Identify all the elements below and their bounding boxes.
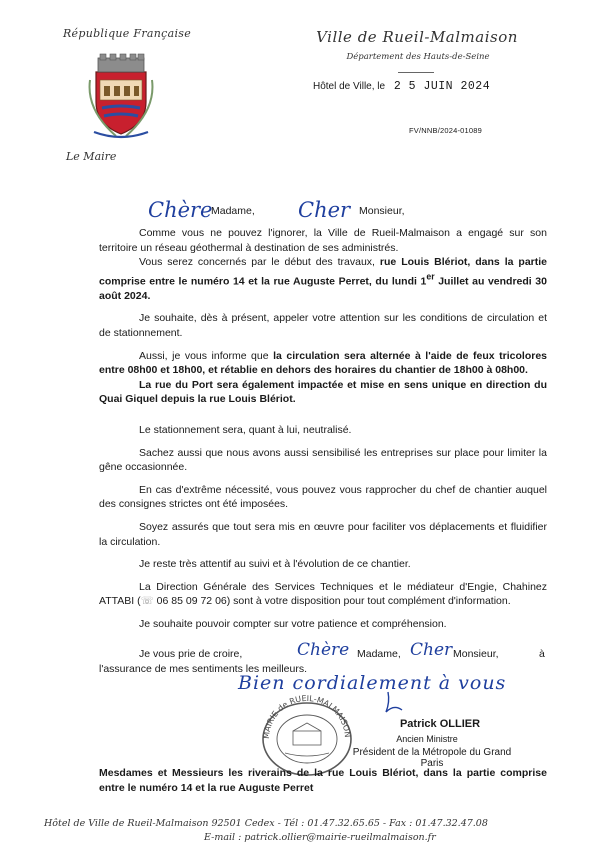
works-dates-text: Juillet au vendredi 30 août 2024. xyxy=(99,275,547,302)
closing-text-start: Je vous prie de croire, xyxy=(139,648,243,660)
signatory-role-former-minister: Ancien Ministre xyxy=(396,734,458,744)
paragraph-attention: Je souhaite, dès à présent, appeler votre attention sur les conditions de circulation et de stationnement. xyxy=(99,312,547,340)
closing-formula xyxy=(99,640,547,675)
footer-email: E-mail : patrick.ollier@mairie-rueilmalmaison.fr xyxy=(204,832,436,843)
handwritten-cher-closing: Cher xyxy=(410,640,453,660)
letterhead-footer xyxy=(40,817,580,845)
salutation-madame: Madame, xyxy=(211,205,255,217)
handwritten-signature xyxy=(380,688,440,718)
paragraph-followup: Je reste très attentif au suivi et à l'évolution de ce chantier. xyxy=(139,558,411,571)
paragraph-works-dates xyxy=(99,255,547,303)
contact-intro-text: La Direction Générale des Services Techniques et le médiateur d'Engie, Chahinez ATTABI ( xyxy=(99,580,547,608)
works-intro-text: Vous serez concernés par le début des travaux, xyxy=(139,256,380,269)
handwritten-chere: Chère xyxy=(148,198,213,222)
recipients-line: Mesdames et Messieurs les riverains de la rue Louis Blériot, dans la partie comprise entre le numéro 14 et la rue Auguste Perret xyxy=(99,767,547,794)
paragraph-companies: Sachez aussi que nous avons aussi sensibilisé les entreprises sur place pour limiter la gêne occasionnée. xyxy=(99,446,547,474)
handwritten-closing: Bien cordialement à vous xyxy=(238,672,507,694)
closing-madame: Madame, xyxy=(357,648,401,660)
salutation-monsieur: Monsieur, xyxy=(359,205,405,217)
paragraph-contact xyxy=(99,580,547,609)
le-maire-title: Le Maire xyxy=(66,150,117,163)
salutation-line xyxy=(148,198,428,222)
place-and-date xyxy=(313,80,490,93)
paragraph-site-manager: En cas d'extrême nécessité, vous pouvez vous rapprocher du chef de chantier auquel des consignes strictes ont été imposées. xyxy=(99,483,547,511)
paragraph-parking: Le stationnement sera, quant à lui, neutralisé. xyxy=(139,424,352,437)
city-name-heading: Ville de Rueil-Malmaison xyxy=(316,28,518,46)
handwritten-cher: Cher xyxy=(298,198,351,222)
works-ordinal-suffix: er xyxy=(426,271,435,282)
city-coat-of-arms-icon xyxy=(86,50,156,140)
paragraph-traffic xyxy=(99,349,547,378)
handwritten-chere-closing: Chère xyxy=(297,640,350,660)
closing-a: à xyxy=(539,648,545,660)
letter-body xyxy=(99,226,547,632)
traffic-details-text: la circulation sera alternée à l'aide de feux tricolores entre 08h00 et 18h00, et rétablie en dehors des horaires du chantier de 18h00 à 08h00. xyxy=(99,349,547,377)
seal-text: MAIRIE de RUEIL-MALMAISON xyxy=(261,693,353,740)
republique-francaise-heading: République Française xyxy=(62,27,192,40)
traffic-intro-text: Aussi, je vous informe que xyxy=(139,349,274,362)
header-divider xyxy=(398,72,434,73)
works-location-text: rue Louis Blériot, dans la partie comprise entre le numéro 14 et la rue Auguste Perret, du lundi 1 xyxy=(99,256,547,288)
paragraph-assurance: Soyez assurés que tout sera mis en œuvre pour faciliter vos déplacements et fluidifier la circulation. xyxy=(99,521,547,548)
department-name: Département des Hauts-de-Seine xyxy=(346,52,490,62)
date-stamp: 2 5 JUIN 2024 xyxy=(393,80,491,93)
signatory-block xyxy=(313,718,523,769)
closing-text-end: l'assurance de mes sentiments les meilleurs. xyxy=(99,662,308,675)
rue-du-port-text: La rue du Port sera également impactée et mise en sens unique en direction du Quai Giquel depuis la rue Louis Blériot. xyxy=(99,378,547,406)
phone-icon: ☏ xyxy=(140,595,154,608)
paragraph-rue-du-port xyxy=(99,378,547,407)
paragraph-patience: Je souhaite pouvoir compter sur votre patience et compréhension. xyxy=(139,617,447,630)
signatory-name: Patrick OLLIER xyxy=(399,718,481,730)
paragraph-intro: Comme vous ne pouvez l'ignorer, la Ville de Rueil-Malmaison a engagé sur son territoire un réseau géothermal à destination de ses administrés. xyxy=(99,227,547,254)
hotel-de-ville-label: Hôtel de Ville, le xyxy=(313,81,386,92)
signatory-role-president: Président de la Métropole du Grand Paris xyxy=(352,747,512,769)
reference-number: FV/NNB/2024-01089 xyxy=(409,126,483,135)
footer-address-phone-fax: Hôtel de Ville de Rueil-Malmaison 92501 Cedex - Tél : 01.47.32.65.65 - Fax : 01.47.32.47.08 xyxy=(44,818,488,829)
contact-phone-text: 06 85 09 72 06) sont à votre disposition pour tout complément d'information. xyxy=(153,595,511,608)
closing-monsieur: Monsieur, xyxy=(453,648,499,660)
